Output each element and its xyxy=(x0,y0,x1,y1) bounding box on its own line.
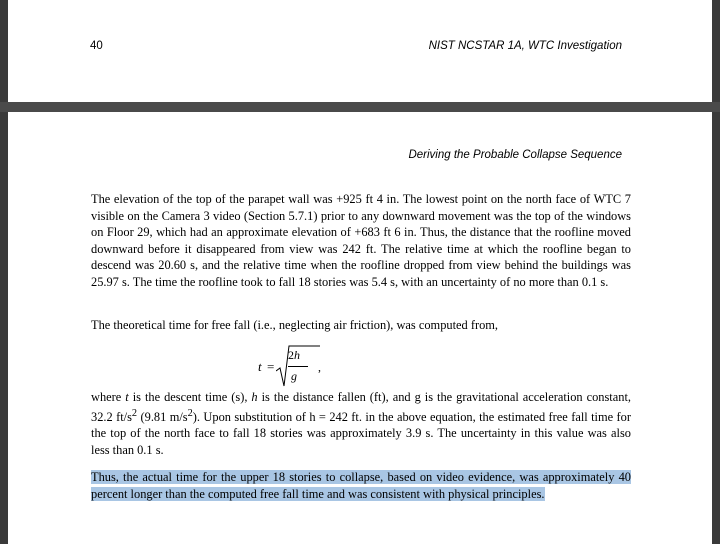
equation-denominator: g xyxy=(291,369,297,383)
numerator-variable: h xyxy=(294,348,300,362)
section-title: Deriving the Probable Collapse Sequence xyxy=(408,149,622,161)
text-fragment: is the distance fallen (ft), and g is the gravitational acceleration constant, 32.2 ft/s xyxy=(91,390,631,424)
text-fragment: where xyxy=(91,390,126,404)
text-fragment: (9.81 m/s xyxy=(137,409,188,424)
selected-text[interactable]: Thus, the actual time for the upper 18 stories to collapse, based on video evidence, was approximately 40 percent longer than the computed free fall time and was consistent with physical principles. xyxy=(91,470,631,501)
viewer-right-edge xyxy=(712,0,720,544)
paragraph-conclusion[interactable] xyxy=(91,469,631,502)
equation-equals: = xyxy=(267,359,275,374)
superscript: 2 xyxy=(187,407,193,419)
paragraph-text[interactable] xyxy=(91,469,631,502)
numerator-coefficient: 2 xyxy=(288,348,294,362)
paragraph-elevation xyxy=(91,191,631,291)
equation-lhs: t xyxy=(258,359,262,374)
variable-h: h xyxy=(251,390,258,404)
page-content xyxy=(8,112,712,544)
paragraph-variables xyxy=(91,389,631,459)
paragraph-text: The elevation of the top of the parapet wall was +925 ft 4 in. The lowest point on the north face of WTC 7 visible on the Camera 3 video (Section 5.7.1) prior to any downward movement was the top of the windows on Floor 29, which had an approximate elevation of +683 ft 6 in. Thus, the distance that the roofline moved downward before it disappeared from view was 242 ft. The relative time at which the roofline began to descend was 20.60 s, and the relative time when the roofline dropped from view behind the buildings was 25.97 s. The time the roofline took to fall 18 stories was 5.4 s, with an uncertainty of no more than 0.1 s. xyxy=(91,192,631,289)
free-fall-equation xyxy=(258,344,338,390)
page-top xyxy=(8,0,712,102)
paragraph-free-fall-intro xyxy=(91,317,631,334)
equation-comma: , xyxy=(318,360,321,374)
text-fragment: is the descent time (s), xyxy=(128,390,252,404)
viewer-left-edge xyxy=(0,0,8,544)
report-title: NIST NCSTAR 1A, WTC Investigation xyxy=(428,40,622,52)
equation-numerator xyxy=(288,348,300,363)
text-fragment: ). Upon substitution of h = 242 ft. in the above equation, the estimated free fall time for the top of the north face to fall 18 stories was approximately 3.9 s. The uncertainty in this value was also less than 0.1 s. xyxy=(91,409,631,457)
page-separator xyxy=(0,102,720,112)
variable-t: t xyxy=(125,390,129,404)
paragraph-text xyxy=(91,389,631,459)
page-number: 40 xyxy=(90,40,103,52)
superscript: 2 xyxy=(131,407,138,419)
paragraph-text: The theoretical time for free fall (i.e., neglecting air friction), was computed from, xyxy=(91,318,498,332)
